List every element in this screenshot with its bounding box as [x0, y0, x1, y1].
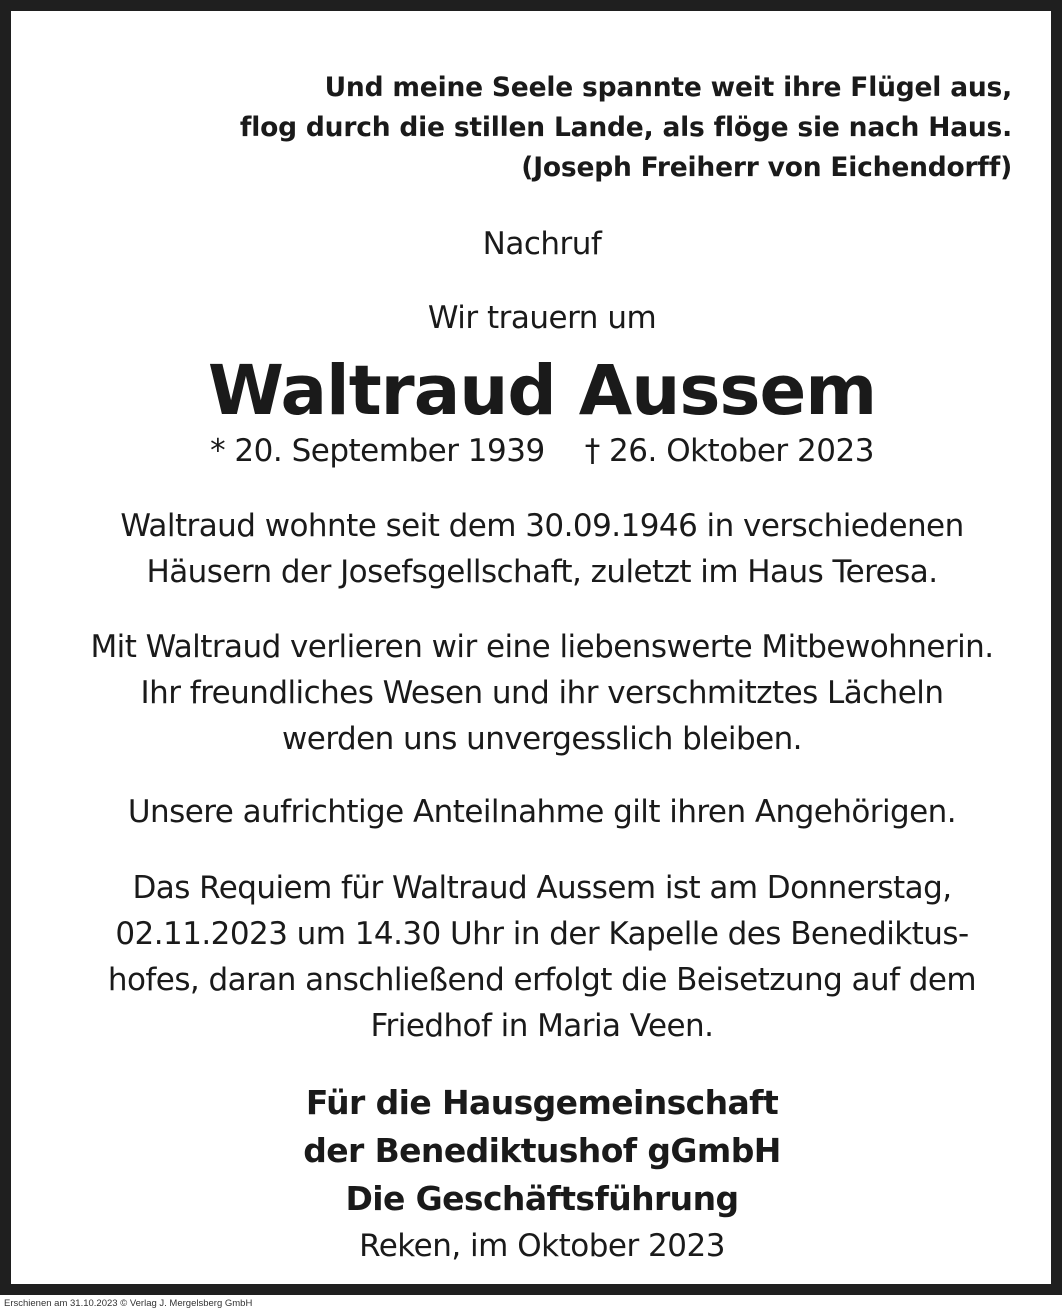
paragraph-line: hofes, daran anschließend erfolgt die Beisetzung auf dem	[107, 962, 977, 998]
motto-quote	[240, 68, 1012, 188]
obituary-content	[22, 22, 1062, 1295]
paragraph-line: Unsere aufrichtige Anteilnahme gilt ihren Angehörigen.	[127, 794, 957, 830]
signature-block	[22, 1079, 1062, 1223]
intro-text: Wir trauern um	[427, 300, 657, 336]
life-dates	[22, 429, 1062, 473]
signature-line: Für die Hausgemeinschaft	[305, 1083, 779, 1122]
paragraph-line: Friedhof in Maria Veen.	[370, 1008, 714, 1044]
paragraph-line: Das Requiem für Waltraud Aussem ist am Donnerstag,	[132, 870, 952, 906]
death-date: † 26. Oktober 2023	[584, 433, 874, 469]
paragraph-line: Waltraud wohnte seit dem 30.09.1946 in verschiedenen	[120, 508, 964, 544]
motto-author: (Joseph Freiherr von Eichendorff)	[521, 152, 1012, 183]
motto-line: Und meine Seele spannte weit ihre Flügel aus,	[324, 72, 1012, 103]
paragraph-line: 02.11.2023 um 14.30 Uhr in der Kapelle des Benediktus-	[115, 916, 969, 952]
paragraph-remembrance	[22, 624, 1062, 762]
paragraph-requiem	[22, 865, 1062, 1049]
publication-footer: Erschienen am 31.10.2023 © Verlag J. Mergelsberg GmbH	[4, 1298, 253, 1309]
paragraph-line: Ihr freundliches Wesen und ihr verschmitztes Lächeln	[140, 675, 944, 711]
paragraph-condolence	[22, 789, 1062, 835]
deceased-name: Waltraud Aussem	[207, 351, 877, 431]
paragraph-line: Mit Waltraud verlieren wir eine liebenswerte Mitbewohnerin.	[90, 629, 994, 665]
motto-line: flog durch die stillen Lande, als flöge sie nach Haus.	[239, 112, 1012, 143]
signature-line: Die Geschäftsführung	[345, 1179, 739, 1218]
place-date: Reken, im Oktober 2023	[359, 1228, 725, 1264]
paragraph-line: werden uns unvergesslich bleiben.	[282, 721, 802, 757]
paragraph-residence	[22, 503, 1062, 595]
birth-date: * 20. September 1939	[210, 433, 545, 469]
heading-nachruf: Nachruf	[482, 226, 602, 262]
paragraph-line: Häusern der Josefsgellschaft, zuletzt im Haus Teresa.	[146, 554, 938, 590]
signature-line: der Benediktushof gGmbH	[303, 1131, 781, 1170]
